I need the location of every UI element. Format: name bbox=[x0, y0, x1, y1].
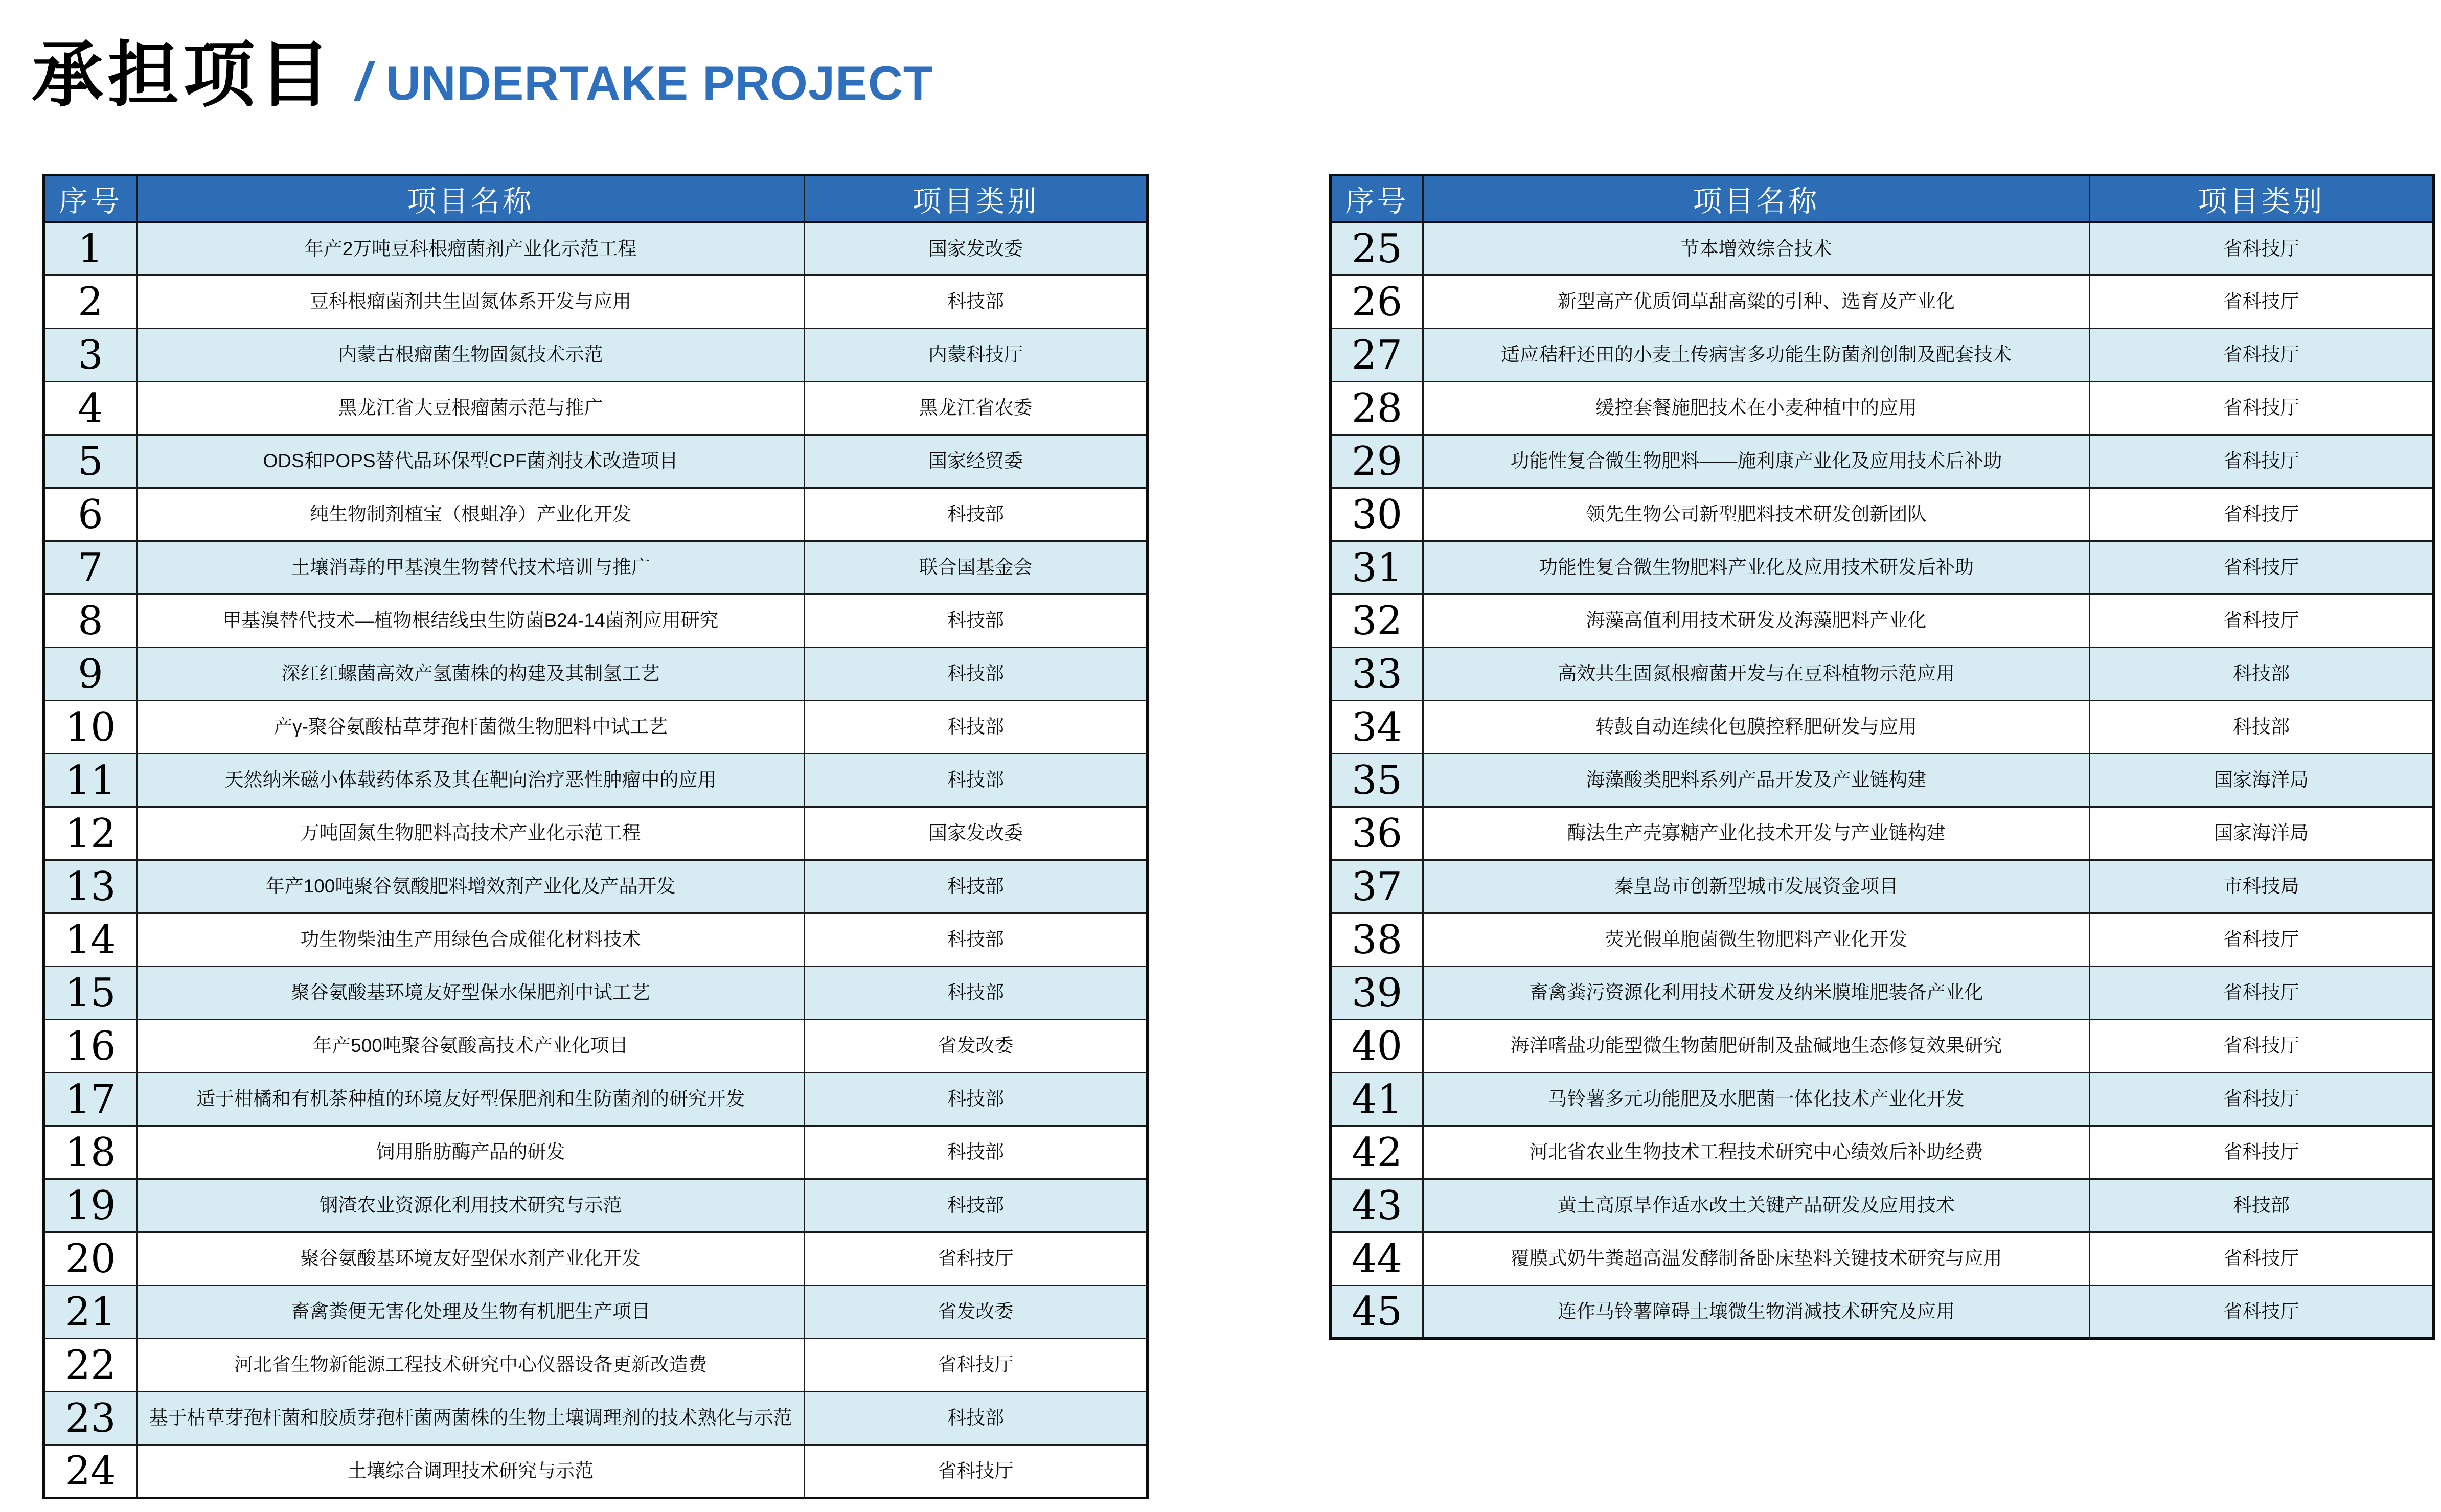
table-row bbox=[1331, 701, 2434, 754]
project-category-cell: 省科技厅 bbox=[2090, 488, 2434, 541]
project-name-cell: 年产500吨聚谷氨酸高技术产业化项目 bbox=[137, 1020, 805, 1073]
project-category-cell: 省发改委 bbox=[805, 1286, 1148, 1339]
project-name-cell: 土壤消毒的甲基溴生物替代技术培训与推广 bbox=[137, 541, 805, 594]
project-name-cell: 土壤综合调理技术研究与示范 bbox=[137, 1445, 805, 1498]
project-category-cell: 科技部 bbox=[805, 648, 1148, 701]
table-row bbox=[1331, 1286, 2434, 1339]
table-row bbox=[1331, 1020, 2434, 1073]
project-name-cell: 畜禽粪便无害化处理及生物有机肥生产项目 bbox=[137, 1286, 805, 1339]
project-name-cell: 酶法生产壳寡糖产业化技术开发与产业链构建 bbox=[1423, 807, 2090, 860]
project-category-cell: 省科技厅 bbox=[805, 1339, 1148, 1392]
project-category-cell: 科技部 bbox=[805, 488, 1148, 541]
row-number-cell: 42 bbox=[1331, 1126, 1423, 1179]
project-category-cell: 科技部 bbox=[805, 967, 1148, 1020]
project-name-cell: 功能性复合微生物肥料产业化及应用技术研发后补助 bbox=[1423, 541, 2090, 594]
header-project-category: 项目类别 bbox=[805, 175, 1148, 222]
header-serial-number: 序号 bbox=[44, 175, 137, 222]
table-header-row bbox=[1331, 175, 2434, 222]
project-category-cell: 省发改委 bbox=[805, 1020, 1148, 1073]
row-number-cell: 4 bbox=[44, 382, 137, 435]
project-name-cell: 万吨固氮生物肥料高技术产业化示范工程 bbox=[137, 807, 805, 860]
project-name-cell: ODS和POPS替代品环保型CPF菌剂技术改造项目 bbox=[137, 435, 805, 488]
row-number-cell: 29 bbox=[1331, 435, 1423, 488]
table-row bbox=[1331, 967, 2434, 1020]
title-english: UNDERTAKE PROJECT bbox=[385, 56, 933, 110]
project-category-cell: 科技部 bbox=[2090, 1179, 2434, 1232]
table-row bbox=[44, 594, 1148, 648]
project-category-cell: 省科技厅 bbox=[2090, 222, 2434, 276]
row-number-cell: 45 bbox=[1331, 1286, 1423, 1339]
table-row bbox=[44, 860, 1148, 913]
row-number-cell: 9 bbox=[44, 648, 137, 701]
table-row bbox=[1331, 807, 2434, 860]
table-row bbox=[44, 754, 1148, 807]
table-row bbox=[44, 488, 1148, 541]
table-row bbox=[1331, 1126, 2434, 1179]
project-category-cell: 科技部 bbox=[805, 701, 1148, 754]
project-name-cell: 适应秸秆还田的小麦土传病害多功能生防菌剂创制及配套技术 bbox=[1423, 329, 2090, 382]
title-slash: / bbox=[356, 52, 371, 111]
table-row bbox=[1331, 1073, 2434, 1126]
row-number-cell: 18 bbox=[44, 1126, 137, 1179]
table-row bbox=[44, 222, 1148, 276]
table-row bbox=[44, 1126, 1148, 1179]
project-name-cell: 功能性复合微生物肥料——施利康产业化及应用技术后补助 bbox=[1423, 435, 2090, 488]
project-name-cell: 河北省农业生物技术工程技术研究中心绩效后补助经费 bbox=[1423, 1126, 2090, 1179]
row-number-cell: 24 bbox=[44, 1445, 137, 1498]
page-title bbox=[32, 27, 933, 123]
project-category-cell: 联合国基金会 bbox=[805, 541, 1148, 594]
table-row bbox=[1331, 435, 2434, 488]
project-name-cell: 基于枯草芽孢杆菌和胶质芽孢杆菌两菌株的生物土壤调理剂的技术熟化与示范 bbox=[137, 1392, 805, 1445]
project-name-cell: 钢渣农业资源化利用技术研究与示范 bbox=[137, 1179, 805, 1232]
project-name-cell: 豆科根瘤菌剂共生固氮体系开发与应用 bbox=[137, 276, 805, 329]
table-row bbox=[1331, 329, 2434, 382]
table-row bbox=[44, 329, 1148, 382]
project-category-cell: 省科技厅 bbox=[805, 1445, 1148, 1498]
project-name-cell: 转鼓自动连续化包膜控释肥研发与应用 bbox=[1423, 701, 2090, 754]
project-name-cell: 深红红螺菌高效产氢菌株的构建及其制氢工艺 bbox=[137, 648, 805, 701]
row-number-cell: 1 bbox=[44, 222, 137, 276]
row-number-cell: 16 bbox=[44, 1020, 137, 1073]
project-name-cell: 缓控套餐施肥技术在小麦种植中的应用 bbox=[1423, 382, 2090, 435]
project-name-cell: 高效共生固氮根瘤菌开发与在豆科植物示范应用 bbox=[1423, 648, 2090, 701]
project-category-cell: 科技部 bbox=[805, 1126, 1148, 1179]
project-category-cell: 国家发改委 bbox=[805, 222, 1148, 276]
project-name-cell: 荧光假单胞菌微生物肥料产业化开发 bbox=[1423, 913, 2090, 967]
table-row bbox=[1331, 541, 2434, 594]
table-row bbox=[1331, 648, 2434, 701]
table-row bbox=[1331, 913, 2434, 967]
project-category-cell: 科技部 bbox=[805, 754, 1148, 807]
row-number-cell: 5 bbox=[44, 435, 137, 488]
table-row bbox=[44, 807, 1148, 860]
row-number-cell: 10 bbox=[44, 701, 137, 754]
row-number-cell: 3 bbox=[44, 329, 137, 382]
project-name-cell: 聚谷氨酸基环境友好型保水剂产业化开发 bbox=[137, 1232, 805, 1286]
table-row bbox=[44, 913, 1148, 967]
project-name-cell: 河北省生物新能源工程技术研究中心仪器设备更新改造费 bbox=[137, 1339, 805, 1392]
table-body-right bbox=[1331, 222, 2434, 1339]
table-row bbox=[44, 1179, 1148, 1232]
table-row bbox=[1331, 276, 2434, 329]
row-number-cell: 39 bbox=[1331, 967, 1423, 1020]
project-name-cell: 年产100吨聚谷氨酸肥料增效剂产业化及产品开发 bbox=[137, 860, 805, 913]
project-category-cell: 省科技厅 bbox=[2090, 1286, 2434, 1339]
row-number-cell: 14 bbox=[44, 913, 137, 967]
table-row bbox=[1331, 860, 2434, 913]
project-name-cell: 适于柑橘和有机茶种植的环境友好型保肥剂和生防菌剂的研究开发 bbox=[137, 1073, 805, 1126]
project-category-cell: 科技部 bbox=[805, 913, 1148, 967]
project-name-cell: 海藻高值利用技术研发及海藻肥料产业化 bbox=[1423, 594, 2090, 648]
project-name-cell: 内蒙古根瘤菌生物固氮技术示范 bbox=[137, 329, 805, 382]
project-name-cell: 畜禽粪污资源化利用技术研发及纳米膜堆肥装备产业化 bbox=[1423, 967, 2090, 1020]
table-row bbox=[44, 382, 1148, 435]
row-number-cell: 15 bbox=[44, 967, 137, 1020]
header-project-name: 项目名称 bbox=[137, 175, 805, 222]
row-number-cell: 34 bbox=[1331, 701, 1423, 754]
table-row bbox=[1331, 488, 2434, 541]
header-serial-number: 序号 bbox=[1331, 175, 1423, 222]
row-number-cell: 41 bbox=[1331, 1073, 1423, 1126]
project-name-cell: 节本增效综合技术 bbox=[1423, 222, 2090, 276]
table-row bbox=[44, 967, 1148, 1020]
row-number-cell: 23 bbox=[44, 1392, 137, 1445]
table-header-row bbox=[44, 175, 1148, 222]
table-row bbox=[44, 435, 1148, 488]
project-category-cell: 省科技厅 bbox=[2090, 1073, 2434, 1126]
project-category-cell: 省科技厅 bbox=[2090, 913, 2434, 967]
project-category-cell: 省科技厅 bbox=[805, 1232, 1148, 1286]
row-number-cell: 36 bbox=[1331, 807, 1423, 860]
project-name-cell: 连作马铃薯障碍土壤微生物消减技术研究及应用 bbox=[1423, 1286, 2090, 1339]
project-name-cell: 聚谷氨酸基环境友好型保水保肥剂中试工艺 bbox=[137, 967, 805, 1020]
row-number-cell: 32 bbox=[1331, 594, 1423, 648]
project-name-cell: 纯生物制剂植宝（根蛆净）产业化开发 bbox=[137, 488, 805, 541]
table-row bbox=[44, 648, 1148, 701]
table-row bbox=[1331, 594, 2434, 648]
table-row bbox=[44, 701, 1148, 754]
project-category-cell: 国家海洋局 bbox=[2090, 754, 2434, 807]
project-name-cell: 甲基溴替代技术—植物根结线虫生防菌B24-14菌剂应用研究 bbox=[137, 594, 805, 648]
project-name-cell: 马铃薯多元功能肥及水肥菌一体化技术产业化开发 bbox=[1423, 1073, 2090, 1126]
row-number-cell: 17 bbox=[44, 1073, 137, 1126]
project-name-cell: 秦皇岛市创新型城市发展资金项目 bbox=[1423, 860, 2090, 913]
project-category-cell: 省科技厅 bbox=[2090, 435, 2434, 488]
title-chinese: 承担项目 bbox=[32, 35, 335, 115]
row-number-cell: 21 bbox=[44, 1286, 137, 1339]
project-name-cell: 领先生物公司新型肥料技术研发创新团队 bbox=[1423, 488, 2090, 541]
row-number-cell: 20 bbox=[44, 1232, 137, 1286]
project-category-cell: 省科技厅 bbox=[2090, 967, 2434, 1020]
row-number-cell: 6 bbox=[44, 488, 137, 541]
row-number-cell: 33 bbox=[1331, 648, 1423, 701]
project-category-cell: 国家海洋局 bbox=[2090, 807, 2434, 860]
project-category-cell: 科技部 bbox=[805, 860, 1148, 913]
table-row bbox=[44, 1392, 1148, 1445]
table-row bbox=[1331, 1179, 2434, 1232]
row-number-cell: 12 bbox=[44, 807, 137, 860]
project-category-cell: 科技部 bbox=[2090, 701, 2434, 754]
project-category-cell: 科技部 bbox=[805, 1073, 1148, 1126]
row-number-cell: 2 bbox=[44, 276, 137, 329]
row-number-cell: 11 bbox=[44, 754, 137, 807]
row-number-cell: 26 bbox=[1331, 276, 1423, 329]
row-number-cell: 31 bbox=[1331, 541, 1423, 594]
project-name-cell: 功生物柴油生产用绿色合成催化材料技术 bbox=[137, 913, 805, 967]
table-row bbox=[1331, 382, 2434, 435]
row-number-cell: 35 bbox=[1331, 754, 1423, 807]
table-row bbox=[44, 1286, 1148, 1339]
project-category-cell: 省科技厅 bbox=[2090, 541, 2434, 594]
row-number-cell: 19 bbox=[44, 1179, 137, 1232]
project-category-cell: 内蒙科技厅 bbox=[805, 329, 1148, 382]
row-number-cell: 22 bbox=[44, 1339, 137, 1392]
row-number-cell: 38 bbox=[1331, 913, 1423, 967]
project-category-cell: 省科技厅 bbox=[2090, 1126, 2434, 1179]
table-row bbox=[1331, 1232, 2434, 1286]
project-name-cell: 黄土高原旱作适水改土关键产品研发及应用技术 bbox=[1423, 1179, 2090, 1232]
project-category-cell: 科技部 bbox=[805, 594, 1148, 648]
project-category-cell: 科技部 bbox=[805, 1392, 1148, 1445]
project-category-cell: 省科技厅 bbox=[2090, 276, 2434, 329]
row-number-cell: 8 bbox=[44, 594, 137, 648]
row-number-cell: 28 bbox=[1331, 382, 1423, 435]
table-row bbox=[44, 1339, 1148, 1392]
project-name-cell: 产γ-聚谷氨酸枯草芽孢杆菌微生物肥料中试工艺 bbox=[137, 701, 805, 754]
project-category-cell: 国家发改委 bbox=[805, 807, 1148, 860]
table-row bbox=[44, 1073, 1148, 1126]
row-number-cell: 37 bbox=[1331, 860, 1423, 913]
table-row bbox=[44, 276, 1148, 329]
row-number-cell: 27 bbox=[1331, 329, 1423, 382]
table-row bbox=[1331, 754, 2434, 807]
project-category-cell: 省科技厅 bbox=[2090, 594, 2434, 648]
project-category-cell: 市科技局 bbox=[2090, 860, 2434, 913]
table-row bbox=[1331, 222, 2434, 276]
project-table-right bbox=[1329, 174, 2435, 1340]
table-row bbox=[44, 1232, 1148, 1286]
project-name-cell: 覆膜式奶牛粪超高温发酵制备卧床垫料关键技术研究与应用 bbox=[1423, 1232, 2090, 1286]
row-number-cell: 43 bbox=[1331, 1179, 1423, 1232]
project-name-cell: 海洋嗜盐功能型微生物菌肥研制及盐碱地生态修复效果研究 bbox=[1423, 1020, 2090, 1073]
project-name-cell: 黑龙江省大豆根瘤菌示范与推广 bbox=[137, 382, 805, 435]
row-number-cell: 13 bbox=[44, 860, 137, 913]
header-project-name: 项目名称 bbox=[1423, 175, 2090, 222]
header-project-category: 项目类别 bbox=[2090, 175, 2434, 222]
project-category-cell: 科技部 bbox=[805, 276, 1148, 329]
table-row bbox=[44, 541, 1148, 594]
project-name-cell: 新型高产优质饲草甜高粱的引种、选育及产业化 bbox=[1423, 276, 2090, 329]
table-body-left bbox=[44, 222, 1148, 1498]
row-number-cell: 44 bbox=[1331, 1232, 1423, 1286]
table-row bbox=[44, 1445, 1148, 1498]
project-category-cell: 省科技厅 bbox=[2090, 329, 2434, 382]
project-name-cell: 年产2万吨豆科根瘤菌剂产业化示范工程 bbox=[137, 222, 805, 276]
project-category-cell: 省科技厅 bbox=[2090, 1232, 2434, 1286]
project-category-cell: 省科技厅 bbox=[2090, 1020, 2434, 1073]
project-table-left bbox=[42, 174, 1149, 1499]
project-category-cell: 国家经贸委 bbox=[805, 435, 1148, 488]
project-category-cell: 科技部 bbox=[805, 1179, 1148, 1232]
project-name-cell: 海藻酸类肥料系列产品开发及产业链构建 bbox=[1423, 754, 2090, 807]
project-category-cell: 黑龙江省农委 bbox=[805, 382, 1148, 435]
project-category-cell: 科技部 bbox=[2090, 648, 2434, 701]
row-number-cell: 40 bbox=[1331, 1020, 1423, 1073]
row-number-cell: 30 bbox=[1331, 488, 1423, 541]
project-name-cell: 饲用脂肪酶产品的研发 bbox=[137, 1126, 805, 1179]
row-number-cell: 7 bbox=[44, 541, 137, 594]
project-name-cell: 天然纳米磁小体载药体系及其在靶向治疗恶性肿瘤中的应用 bbox=[137, 754, 805, 807]
row-number-cell: 25 bbox=[1331, 222, 1423, 276]
table-row bbox=[44, 1020, 1148, 1073]
project-category-cell: 省科技厅 bbox=[2090, 382, 2434, 435]
